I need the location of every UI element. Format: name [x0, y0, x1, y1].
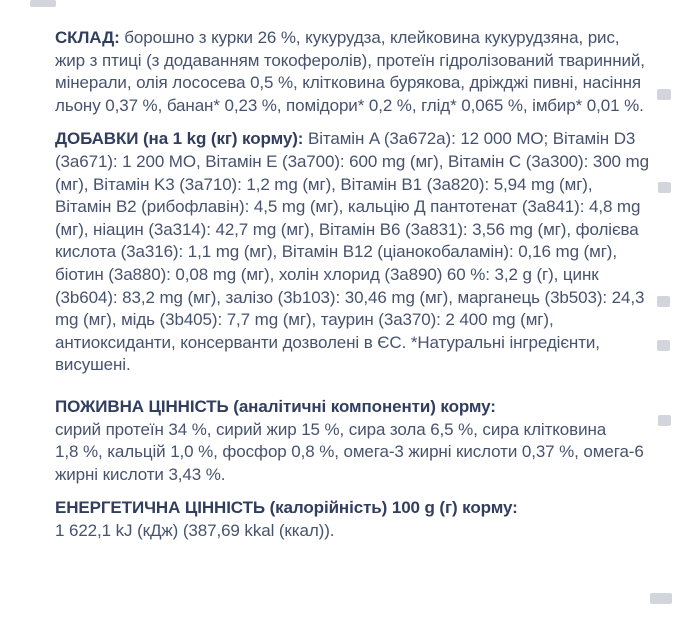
nutrition-paragraph [55, 396, 652, 486]
edge-artifact [658, 415, 671, 426]
section-composition [55, 27, 652, 117]
edge-artifact [30, 0, 56, 7]
composition-text: борошно з курки 26 %, кукурудза, клейковина кукурудзяна, рис, жир з птиці (з додаванням токоферолів), протеїн гідролізований тваринний, мінерали, олія лососева 0,5 %, клітковина бурякова, дріжджі пивні, насіння льону 0,37 %, банан* 0,23 %, помідори* 0,2 %, глід* 0,065 %, імбир* 0,01 %. [55, 28, 645, 115]
additives-paragraph [55, 128, 652, 377]
nutrition-text: сирий протеїн 34 %, сирий жир 15 %, сира зола 6,5 %, сира клітковина 1,8 %, кальцій 1,0 %, фосфор 0,8 %, омега-3 жирні кислоти 0,37 %, омега-6 жирні кислоти 3,43 %. [55, 419, 644, 484]
additives-heading: ДОБАВКИ (на 1 kg (кг) корму): [55, 129, 304, 149]
nutrition-heading: ПОЖИВНА ЦІННІСТЬ (аналітичні компоненти) корму: [55, 396, 496, 416]
section-nutrition [55, 396, 652, 486]
edge-artifact [658, 182, 671, 193]
energy-text: 1 622,1 kJ (кДж) (387,69 kkal (ккал)). [55, 520, 335, 540]
ingredients-label [55, 27, 652, 553]
energy-heading: ЕНЕРГЕТИЧНА ЦІННІСТЬ (калорійність) 100 g (г) корму: [55, 498, 518, 518]
composition-heading: СКЛАД: [55, 28, 120, 47]
section-energy [55, 497, 652, 542]
edge-artifact [657, 89, 671, 100]
edge-artifact [657, 296, 670, 307]
composition-paragraph [55, 27, 652, 117]
energy-paragraph [55, 497, 652, 542]
section-additives [55, 128, 652, 377]
edge-artifact [657, 340, 670, 351]
additives-text: Вітамін A (3a672a): 12 000 МО; Вітамін D3 (3a671): 1 200 МО, Вітамін E (3a700): 600 mg (мг), Вітамін C (3a300): 300 mg (мг), Вітамін K3 (3a710): 1,2 mg (мг), Вітамін B1 (3a820): 5,94 mg (мг), Вітамін B2 (рибофлавін): 4,5 mg (мг), кальцію Д пантотенат (3a841): 4,8 mg (мг), ніацин (3a314): 42,7 mg (мг), Вітамін B6 (3a831): 3,56 mg (мг), фолієва кислота (3a316): 1,1 mg (мг), Вітамін B12 (ціанокобаламін): 0,16 mg (мг), біотин (3a880): 0,08 mg (мг), холін хлорид (3a890) 60 %: 3,2 g (г), цинк (3b604): 83,2 mg (мг), залізо (3b103): 30,46 mg (мг), марганець (3b503): 24,3 mg (мг), мідь (3b405): 7,7 mg (мг), таурин (3a370): 2 400 mg (мг), антиоксиданти, консерванти дозволені в ЄС. *Натуральні інгредієнти, висушені. [55, 129, 649, 375]
edge-artifact [650, 593, 672, 604]
